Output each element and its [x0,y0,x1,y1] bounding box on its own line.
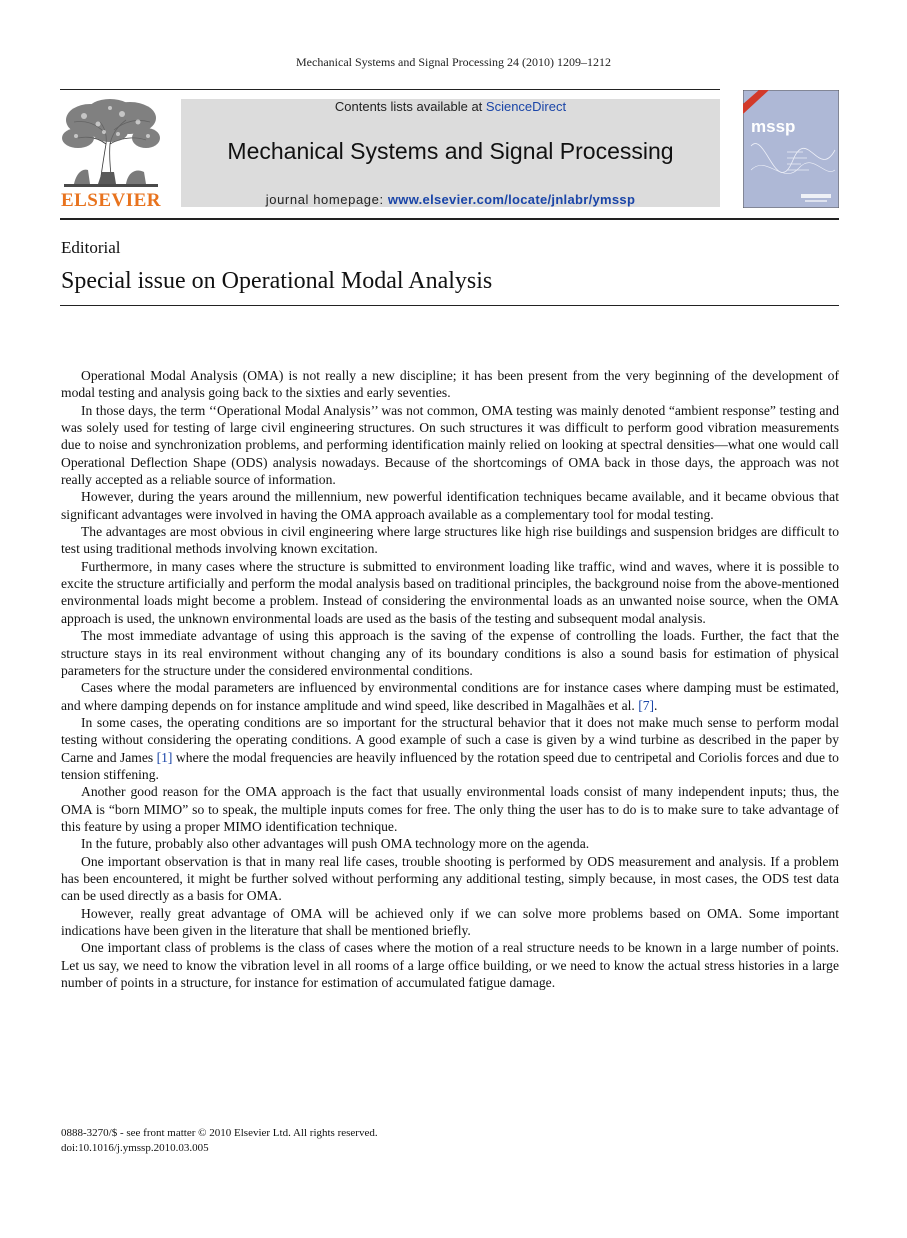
paragraph: In those days, the term ‘‘Operational Modal Analysis’’ was not common, OMA testing was mainly denoted “ambient response” testing and was solely used for testing of large civil engineering structures. On such structures it was difficult to perform good vibration measurements due to noise and synchronization problems, and performing identification mainly relied on looking at spectral densities—what one would call Operational Deflection Shape (ODS) analysis nowadays. Because of the shortcomings of OMA back in those days, the approach was not really accepted as a reliable source of information. [61,402,839,488]
homepage-link[interactable]: www.elsevier.com/locate/jnlabr/ymssp [387,192,636,207]
paragraph: In some cases, the operating conditions are so important for the structural behavior that it does not make much sense to perform modal testing without considering the operating conditions. A good example of such a case is given by a wind turbine as described in the paper by Carne and James [1] where the modal frequencies are heavily influenced by the rotation speed due to centripetal and Coriolis forces and due to tension stiffening. [61,714,839,782]
article-body [61,367,839,991]
sciencedirect-link[interactable]: ScienceDirect [485,99,567,114]
paragraph: In the future, probably also other advantages will push OMA technology more on the agenda. [81,836,590,852]
article-title: Special issue on Operational Modal Analysis [61,268,493,294]
reference-link[interactable]: [1] [156,749,173,765]
cover-title: mssp [751,117,796,136]
journal-title: Mechanical Systems and Signal Processing [227,138,674,164]
paragraph: However, really great advantage of OMA will be achieved only if we can solve more problems based on OMA. Some important indications have been given in the literature that shall be mentioned briefly. [61,905,839,938]
paragraph: Cases where the modal parameters are influenced by environmental conditions are for instance cases where damping must be estimated, and where damping depends on for instance amplitude and wind speed, like described in Magalhães et al. [7]. [61,680,839,713]
journal-cover-thumbnail [743,90,839,208]
header-bottom-rule [60,218,839,220]
contents-prefix: Contents lists available at [334,99,486,114]
journal-citation: Mechanical Systems and Signal Processing 24 (2010) 1209–1212 [296,55,611,69]
paragraph: Furthermore, in many cases where the structure is submitted to environment loading like traffic, wind and waves, where it is possible to excite the structure artificially and perform the modal analysis based on traditional principles, the background noise from the above-mentioned environmental loads might become a problem. Instead of considering the environmental loads as an unwanted noise source, when the OMA approach is used, the unknown environmental loads are used as the basis of the testing and subsequent modal analysis. [61,558,839,626]
paragraph: Operational Modal Analysis (OMA) is not really a new discipline; it has been present from the very beginning of the development of modal testing and analysis going back to the sixties and early seventies. [61,368,839,401]
title-rule [60,305,839,306]
paragraph: One important class of problems is the class of cases where the motion of a real structure needs to be known in a large number of points. Let us say, we need to know the vibration level in all rooms of a large office building, or we need to know the actual stress histories in a large number of points in a structure, for instance for estimation of accumulated fatigue damage. [61,940,839,991]
paragraph: The most immediate advantage of using this approach is the saving of the expense of controlling the loads. Further, the fact that the structure stays in its real environment without changing any of its boundary conditions is also a sound basis for estimation of physical parameters for the structure under the considered environmental conditions. [61,628,839,678]
doi-line[interactable]: doi:10.1016/j.ymssp.2010.03.005 [61,1142,209,1154]
issn-line: 0888-3270/$ - see front matter © 2010 Elsevier Ltd. All rights reserved. [61,1127,378,1139]
homepage-prefix: journal homepage: [265,192,388,207]
contents-line [181,99,720,114]
reference-link[interactable]: [7] [638,697,655,713]
section-label: Editorial [61,238,121,257]
paragraph: Another good reason for the OMA approach is the fact that usually environmental loads consist of many independent inputs; thus, the OMA is “born MIMO” so to speak, the multiple inputs comes for free. The only thing the user has to do is to make sure to take advantage of this feature by using a proper MIMO identification technique. [61,784,839,834]
elsevier-wordmark: ELSEVIER [60,190,162,211]
paragraph: The advantages are most obvious in civil engineering where large structures like high rise buildings and suspension bridges are difficult to test using traditional methods involving known excitation. [61,524,839,557]
paragraph: One important observation is that in many real life cases, trouble shooting is performed by ODS measurement and analysis. If a problem has been encountered, it might be further solved without performing any additional testing, simply because, in most cases, the ODS test data can be used directly as a basis for OMA. [61,853,839,904]
footer-copyright [61,1126,378,1156]
homepage-line [181,192,720,207]
header-top-rule [60,89,720,90]
paragraph: However, during the years around the millennium, new powerful identification techniques became available, and it became obvious that significant advantages were involved in having the OMA approach available as a complementary tool for modal testing. [61,489,839,522]
